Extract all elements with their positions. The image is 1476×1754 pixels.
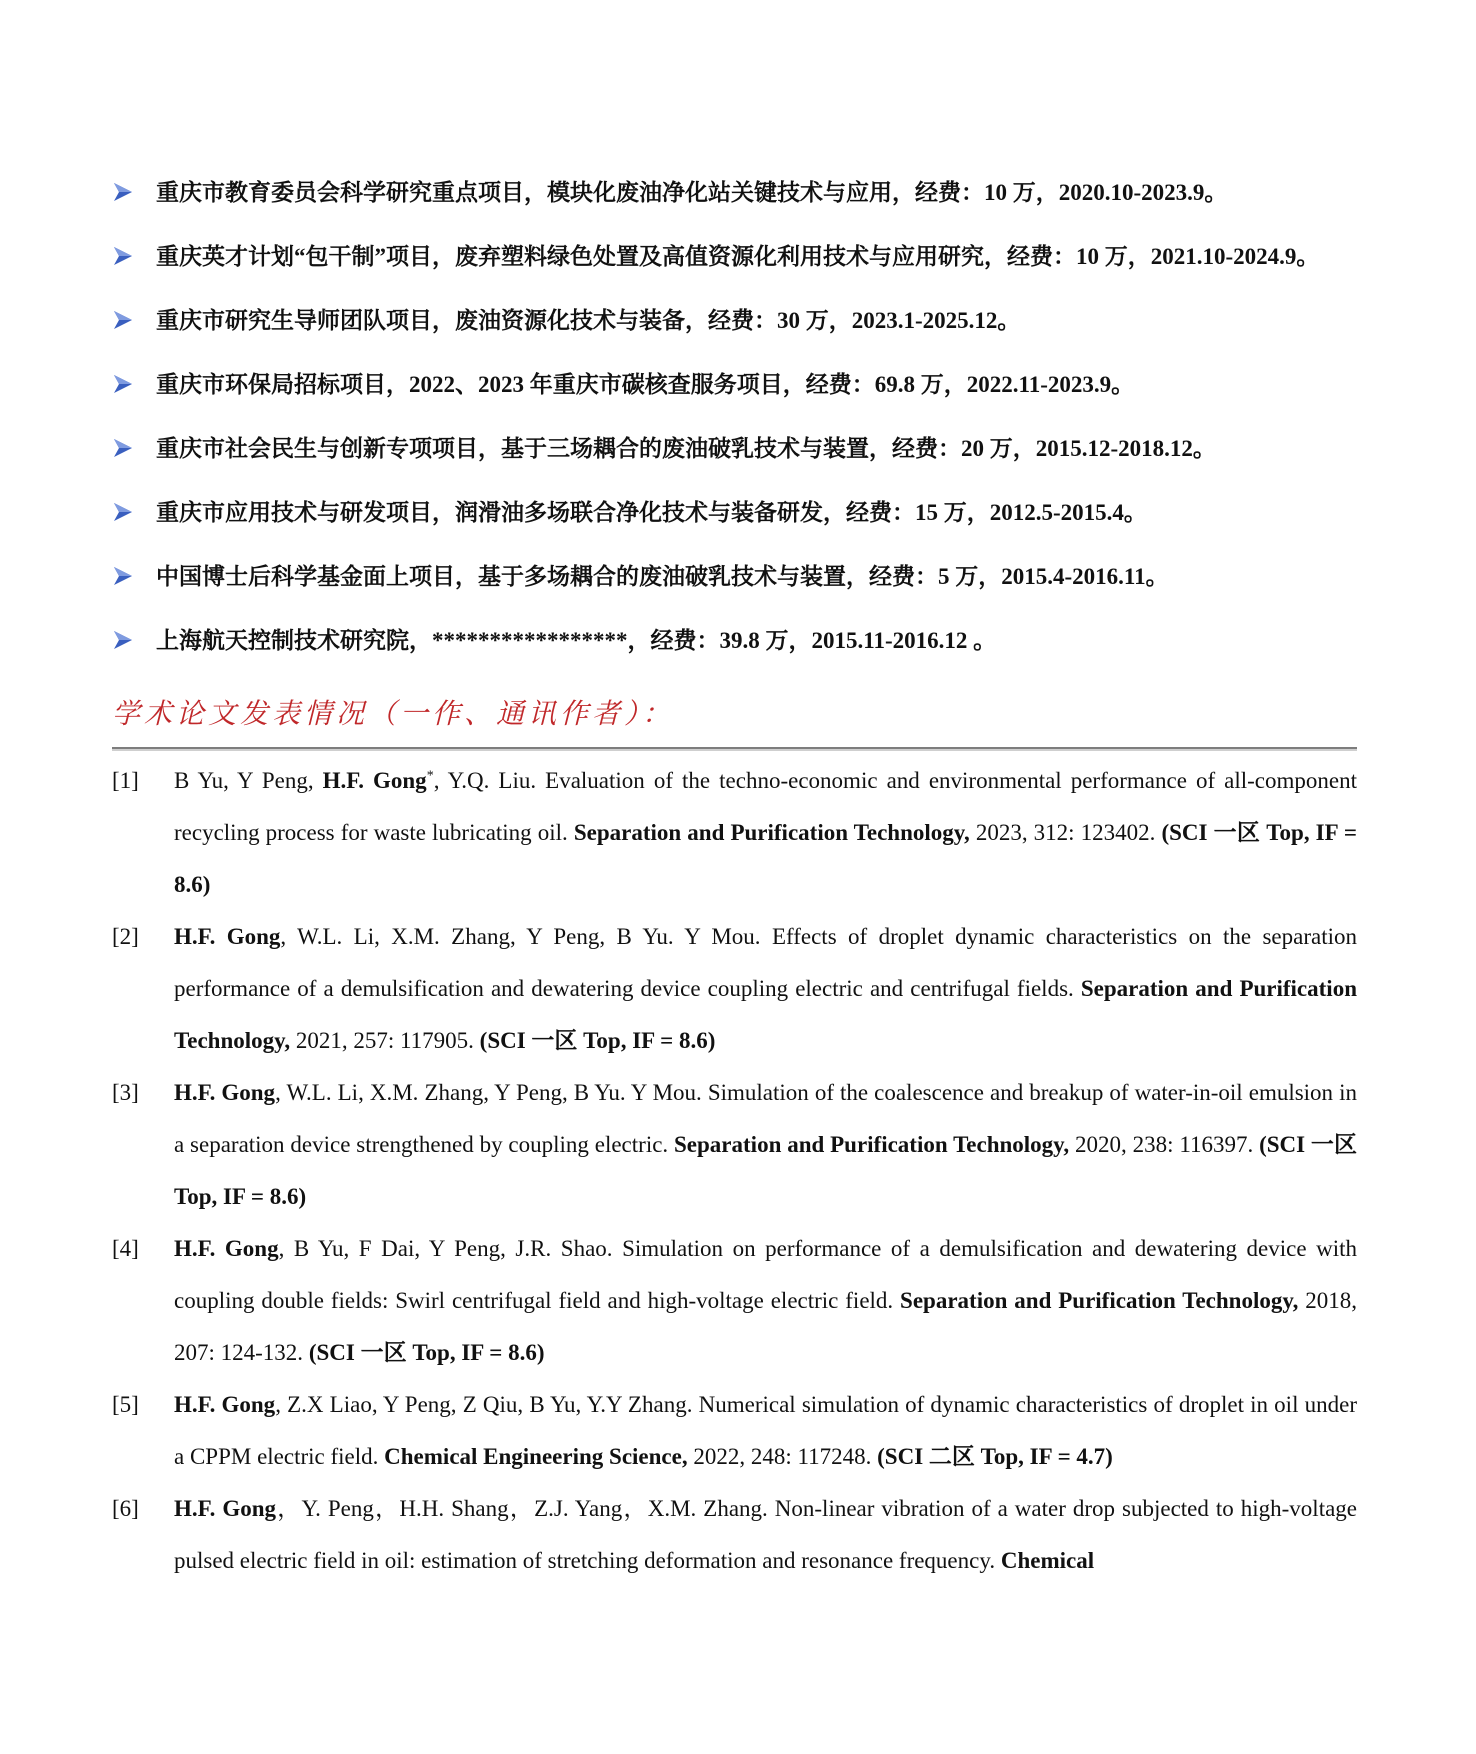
reference-journal: Separation and Purification Technology,	[674, 1132, 1070, 1157]
reference-body: , Y.Q. Liu. Evaluation of the techno-economic and environmental performance of all-component recycling process for waste lubricating oil.	[174, 768, 1358, 845]
reference-journal: Separation and Purification Technology,	[900, 1288, 1299, 1313]
section-divider	[112, 747, 1357, 749]
reference-item	[112, 755, 1357, 911]
reference-journal: Chemical	[1000, 1548, 1095, 1573]
reference-author: H.F. Gong	[174, 1392, 276, 1417]
arrow-bullet-icon	[112, 181, 134, 203]
project-text: 重庆市教育委员会科学研究重点项目，模块化废油净化站关键技术与应用，经费：10 万，2020.10-2023.9。	[156, 179, 1228, 205]
arrow-bullet-icon	[112, 373, 134, 395]
arrow-bullet-icon	[112, 629, 134, 651]
arrow-bullet-icon	[112, 501, 134, 523]
reference-item	[112, 1483, 1357, 1587]
reference-author: H.F. Gong	[174, 1080, 276, 1105]
reference-number: [3]	[112, 1080, 139, 1105]
reference-number: [6]	[112, 1496, 139, 1521]
project-item	[112, 544, 1362, 608]
reference-index: (SCI 一区 Top, IF = 8.6)	[308, 1340, 545, 1365]
project-text: 重庆英才计划“包干制”项目，废弃塑料绿色处置及高值资源化利用技术与应用研究，经费：10 万，2021.10-2024.9。	[156, 243, 1320, 269]
reference-journal: Separation and Purification Technology,	[174, 976, 1357, 1053]
project-item	[112, 480, 1362, 544]
reference-details: 2018, 207: 124-132.	[174, 1288, 1357, 1365]
section-title: 学术论文发表情况（一作、通讯作者）：	[112, 697, 675, 730]
reference-index: (SCI 一区 Top, IF = 8.6)	[174, 820, 1357, 897]
reference-details: 2021, 257: 117905.	[290, 1028, 480, 1053]
reference-item	[112, 911, 1357, 1067]
reference-journal: Chemical Engineering Science,	[384, 1444, 688, 1469]
reference-details: 2020, 238: 116397.	[1069, 1132, 1260, 1157]
reference-details: 2023, 312: 123402.	[969, 820, 1162, 845]
project-item	[112, 608, 1362, 672]
reference-index: (SCI 一区 Top, IF = 8.6)	[479, 1028, 716, 1053]
project-text: 重庆市研究生导师团队项目，废油资源化技术与装备，经费：30 万，2023.1-2025.12。	[156, 307, 1021, 333]
reference-index: (SCI 一区 Top, IF = 8.6)	[174, 1132, 1357, 1209]
project-text: 上海航天控制技术研究院，*****************，经费：39.8 万，2015.11-2016.12 。	[156, 627, 997, 653]
project-item	[112, 224, 1362, 288]
reference-author: H.F. Gong	[174, 1236, 279, 1261]
project-list	[112, 160, 1362, 672]
reference-number: [2]	[112, 924, 139, 949]
reference-body: , B Yu, F Dai, Y Peng, J.R. Shao. Simulation on performance of a demulsification and dewatering device with coupling double fields: Swirl centrifugal field and high-voltage electric field.	[174, 1236, 1357, 1313]
reference-number: [1]	[112, 768, 139, 793]
reference-item	[112, 1379, 1357, 1483]
project-text: 重庆市环保局招标项目，2022、2023 年重庆市碳核查服务项目，经费：69.8 万，2022.11-2023.9。	[156, 371, 1135, 397]
arrow-bullet-icon	[112, 309, 134, 331]
reference-journal: Separation and Purification Technology,	[573, 820, 970, 845]
project-item	[112, 160, 1362, 224]
project-item	[112, 288, 1362, 352]
reference-number: [4]	[112, 1236, 139, 1261]
project-text: 中国博士后科学基金面上项目，基于多场耦合的废油破乳技术与装置，经费：5 万，2015.4-2016.11。	[156, 563, 1169, 589]
reference-body: , W.L. Li, X.M. Zhang, Y Peng, B Yu. Y Mou. Simulation of the coalescence and breakup of water-in-oil emulsion in a separation device strengthened by coupling electric.	[174, 1080, 1357, 1157]
reference-item	[112, 1067, 1357, 1223]
reference-details: 2022, 248: 117248.	[687, 1444, 878, 1469]
project-item	[112, 352, 1362, 416]
project-text: 重庆市社会民生与创新专项项目，基于三场耦合的废油破乳技术与装置，经费：20 万，2015.12-2018.12。	[156, 435, 1216, 461]
project-item	[112, 416, 1362, 480]
reference-body: , Z.X Liao, Y Peng, Z Qiu, B Yu, Y.Y Zhang. Numerical simulation of dynamic characteristics of droplet in oil under a CPPM electric field.	[174, 1392, 1357, 1469]
arrow-bullet-icon	[112, 565, 134, 587]
reference-list	[112, 755, 1357, 1587]
reference-body: , W.L. Li, X.M. Zhang, Y Peng, B Yu. Y Mou. Effects of droplet dynamic characteristics on the separation performance of a demulsification and dewatering device coupling electric and centrifugal fields.	[174, 924, 1358, 1001]
reference-number: [5]	[112, 1392, 139, 1417]
reference-author: H.F. Gong	[322, 768, 427, 793]
reference-item	[112, 1223, 1357, 1379]
reference-body: ，Y. Peng，H.H. Shang，Z.J. Yang，X.M. Zhang. Non-linear vibration of a water drop subjected to high-voltage pulsed electric field in oil: estimation of stretching deformation and resonance frequency.	[174, 1496, 1358, 1573]
reference-author: H.F. Gong	[174, 1496, 277, 1521]
project-text: 重庆市应用技术与研发项目，润滑油多场联合净化技术与装备研发，经费：15 万，2012.5-2015.4。	[156, 499, 1147, 525]
reference-author: H.F. Gong	[174, 924, 281, 949]
arrow-bullet-icon	[112, 437, 134, 459]
reference-index: (SCI 二区 Top, IF = 4.7)	[877, 1444, 1113, 1469]
reference-coauthors: B Yu, Y Peng,	[174, 768, 323, 793]
corresponding-mark: *	[426, 768, 434, 784]
arrow-bullet-icon	[112, 245, 134, 267]
